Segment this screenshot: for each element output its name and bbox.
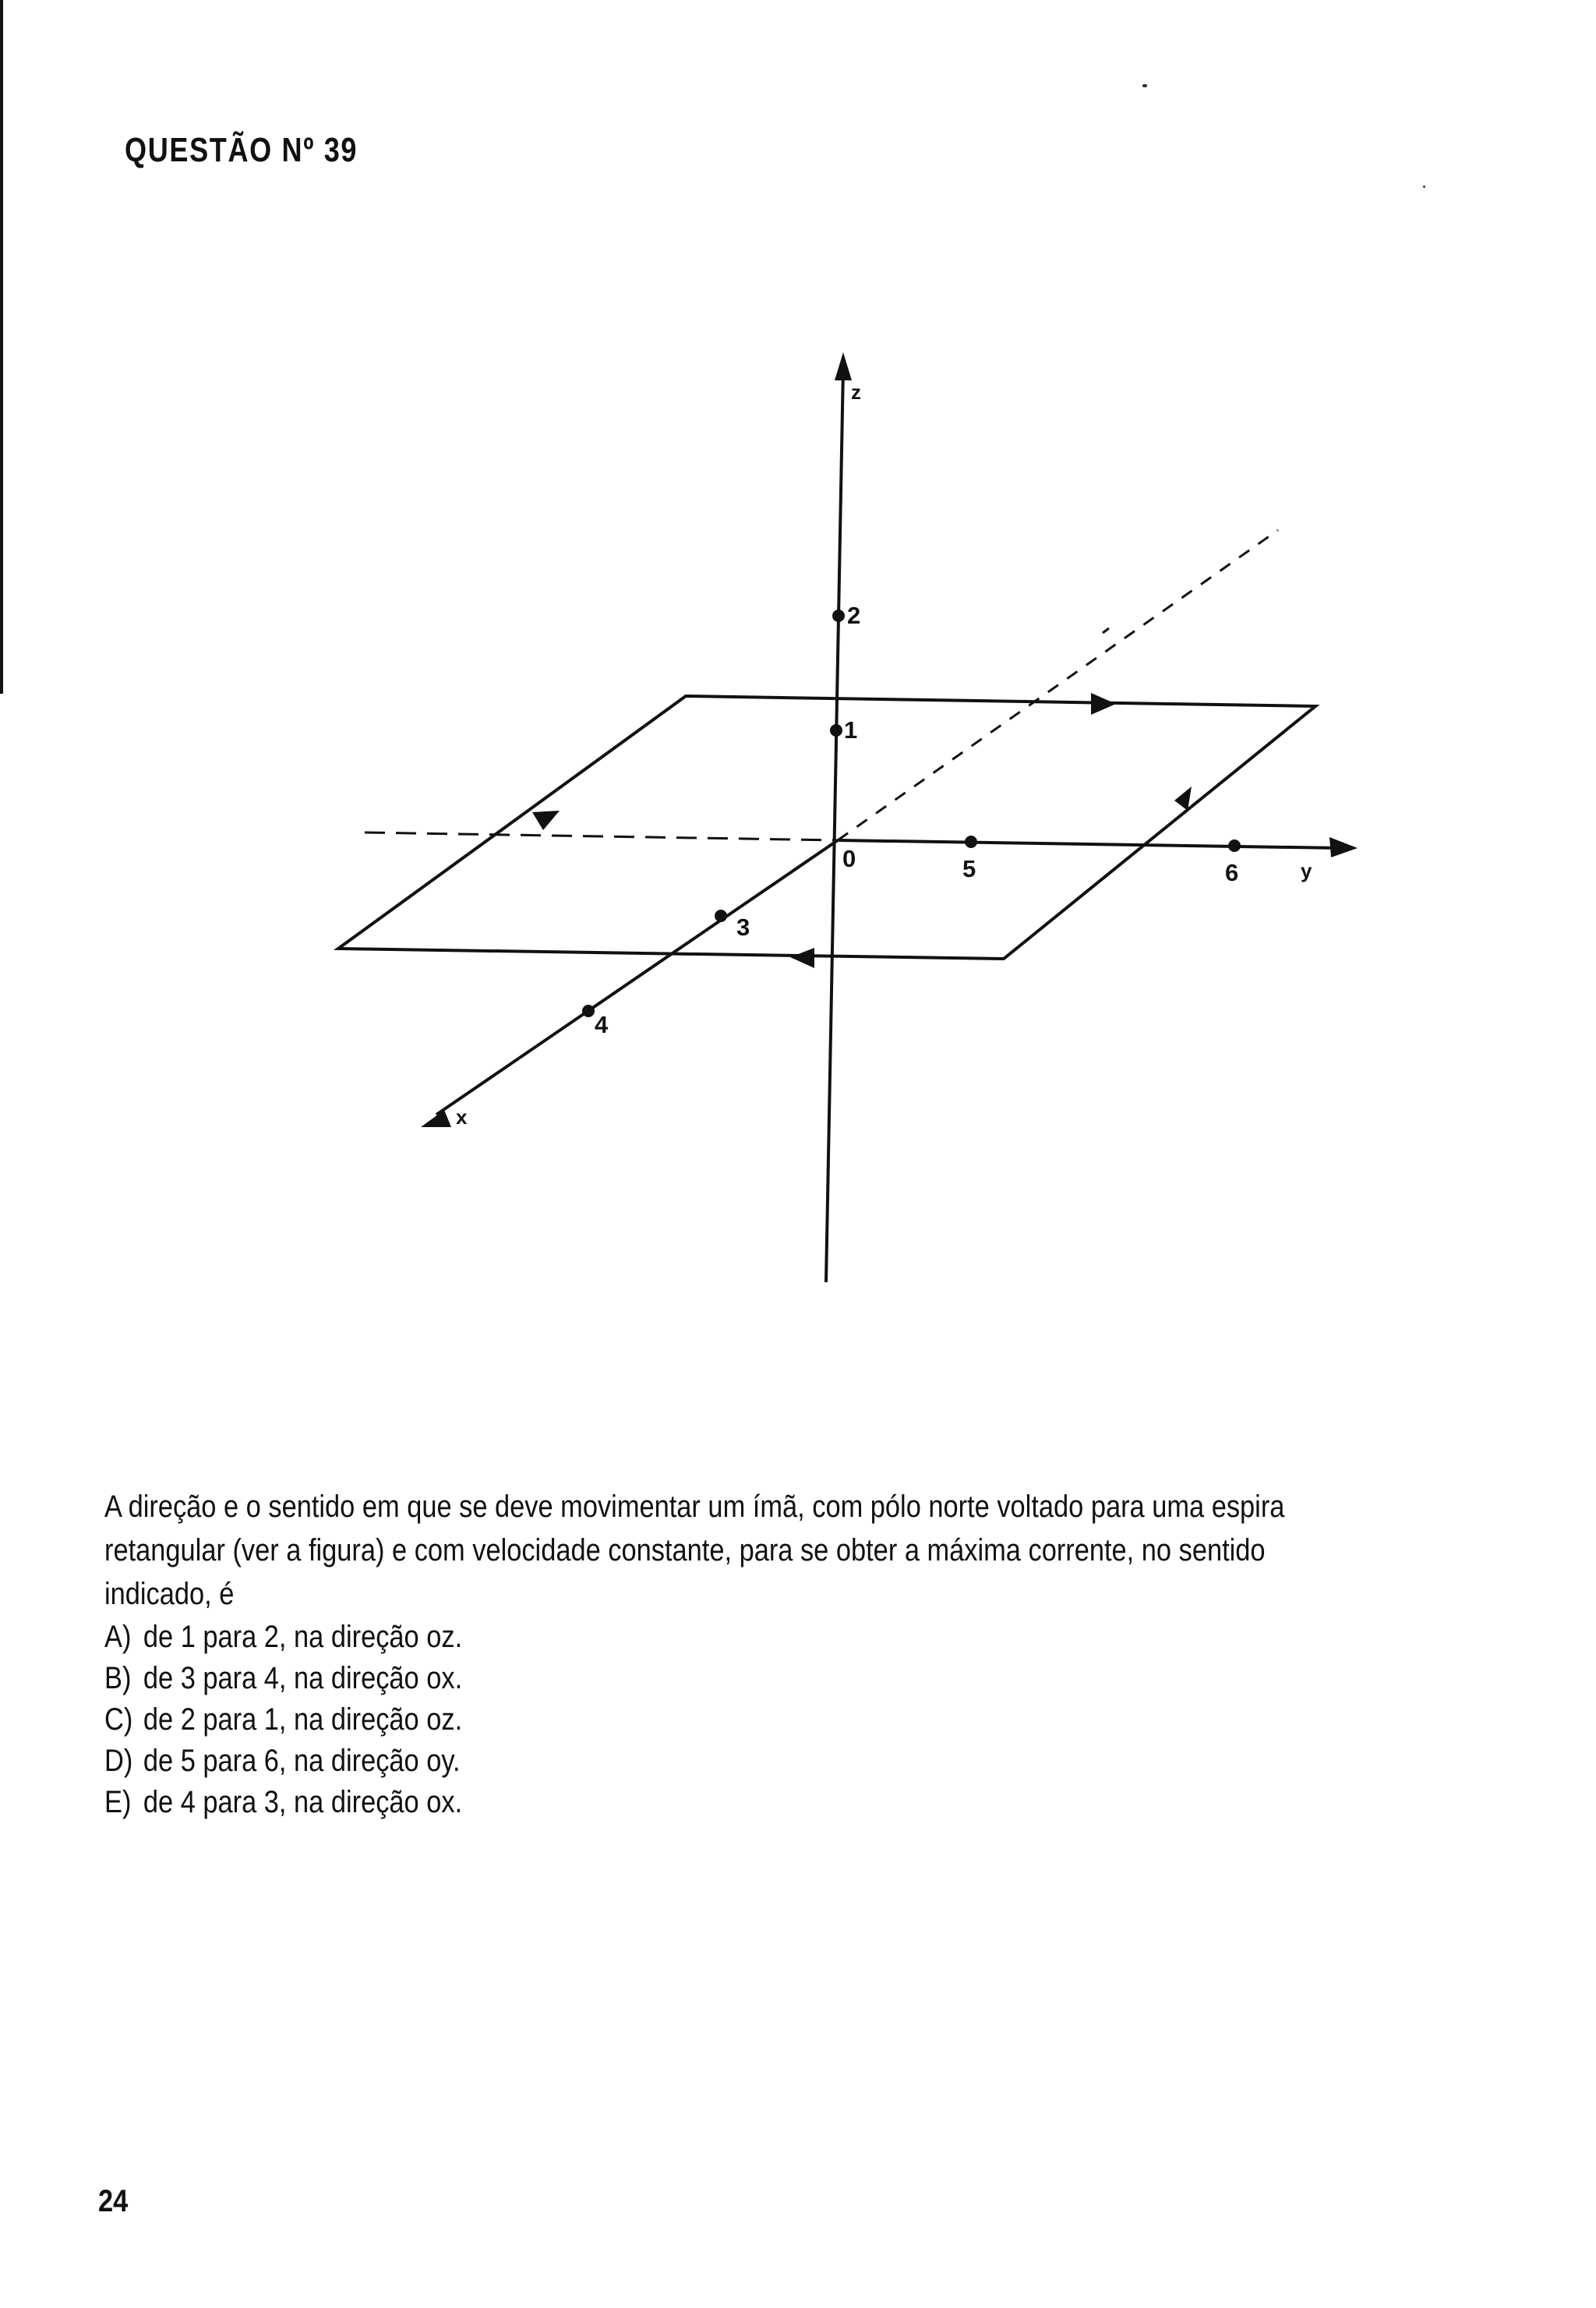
x-axis-label: x bbox=[456, 1105, 468, 1129]
option-text: de 5 para 6, na direção oy. bbox=[143, 1744, 461, 1778]
point-3-dot bbox=[715, 910, 727, 922]
x-axis-arrowhead bbox=[421, 1110, 451, 1127]
point-6-label: 6 bbox=[1225, 859, 1239, 886]
y-axis-arrowhead bbox=[1329, 837, 1358, 857]
loop-current-arrow-front bbox=[790, 948, 814, 968]
loop-current-arrow-back bbox=[1091, 693, 1116, 715]
point-5-label: 5 bbox=[962, 855, 976, 882]
rectangular-loop bbox=[338, 696, 1315, 959]
point-1-dot bbox=[830, 724, 842, 737]
y-axis-negative-dashed bbox=[365, 832, 838, 840]
option-e bbox=[104, 1782, 462, 1823]
point-4-dot bbox=[582, 1005, 595, 1017]
option-text: de 2 para 1, na direção oz. bbox=[143, 1702, 463, 1737]
x-axis bbox=[436, 840, 838, 1115]
z-axis-arrowhead bbox=[835, 352, 852, 380]
point-1-label: 1 bbox=[844, 716, 858, 744]
y-axis bbox=[838, 840, 1340, 848]
question-stem bbox=[104, 1485, 1311, 1616]
point-0-label: 0 bbox=[842, 845, 856, 872]
point-6-dot bbox=[1228, 839, 1241, 852]
answer-options bbox=[104, 1617, 521, 1823]
loop-current-arrow-left bbox=[532, 811, 560, 830]
option-letter: A) bbox=[104, 1620, 132, 1654]
question-title: QUESTÃO Nº 39 bbox=[125, 131, 358, 169]
point-2-label: 2 bbox=[847, 602, 861, 629]
point-5-dot bbox=[965, 836, 977, 848]
stem-line: indicado, é bbox=[104, 1577, 235, 1611]
option-text: de 1 para 2, na direção oz. bbox=[143, 1620, 463, 1654]
option-letter: E) bbox=[104, 1785, 132, 1819]
point-2-dot bbox=[832, 610, 845, 622]
z-axis-label: z bbox=[851, 380, 861, 404]
y-axis-label: y bbox=[1301, 859, 1312, 882]
stem-line: A direção e o sentido em que se deve movimentar um ímã, com pólo norte voltado para uma espira bbox=[104, 1490, 1285, 1524]
option-letter: B) bbox=[104, 1661, 132, 1695]
option-letter: C) bbox=[104, 1702, 133, 1737]
option-b bbox=[104, 1658, 462, 1699]
dash-fragment bbox=[1103, 628, 1109, 633]
stem-line: retangular (ver a figura) e com velocidade constante, para se obter a máxima corrente, no sentido bbox=[104, 1533, 1266, 1568]
option-c bbox=[104, 1699, 462, 1741]
z-axis bbox=[826, 368, 843, 1282]
page-number: 24 bbox=[98, 2184, 129, 2218]
option-text: de 4 para 3, na direção ox. bbox=[143, 1785, 463, 1819]
option-d bbox=[104, 1741, 462, 1782]
point-4-label: 4 bbox=[595, 1011, 609, 1038]
point-3-label: 3 bbox=[736, 914, 750, 941]
option-letter: D) bbox=[104, 1744, 133, 1778]
option-text: de 3 para 4, na direção ox. bbox=[143, 1661, 463, 1695]
option-a bbox=[104, 1617, 462, 1658]
x-axis-negative-dashed bbox=[838, 530, 1278, 840]
